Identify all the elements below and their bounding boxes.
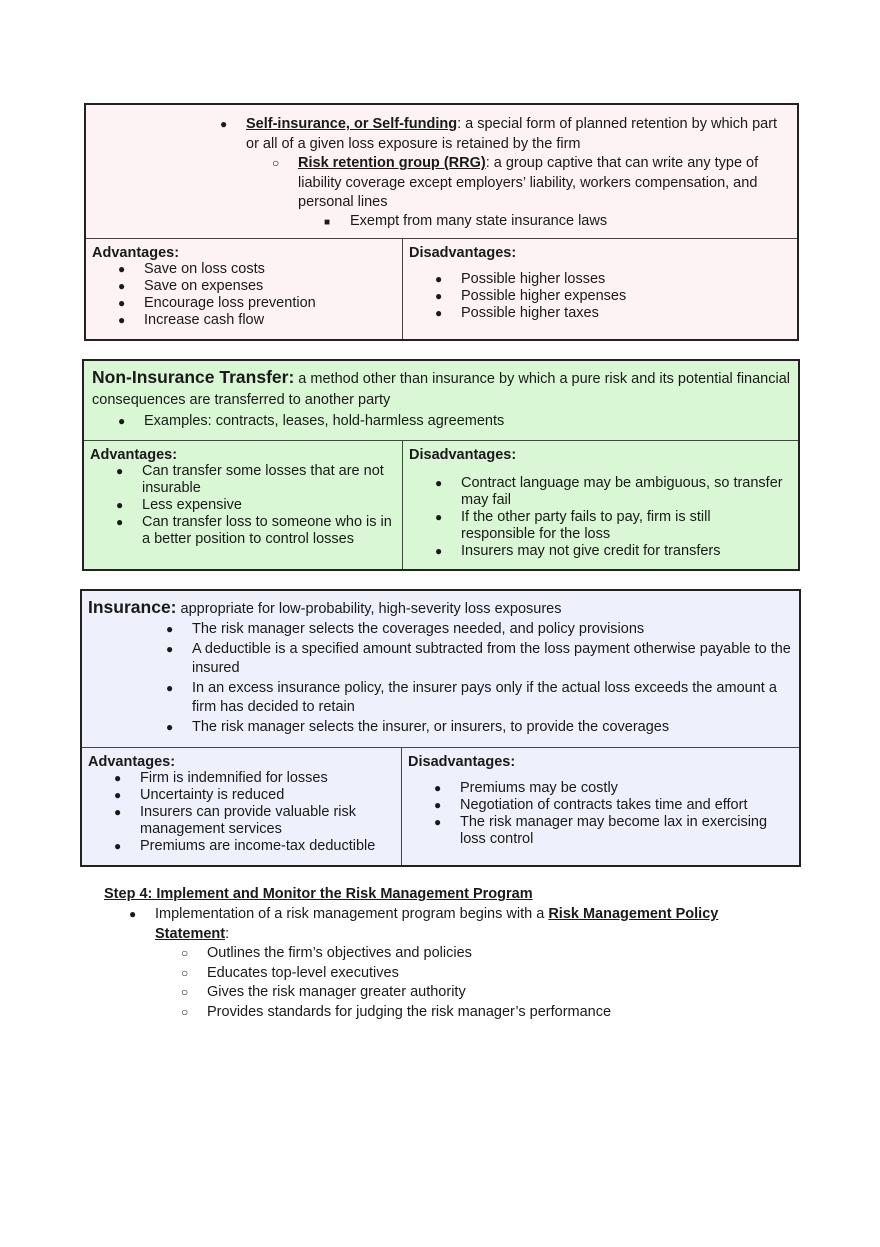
step4-items [104, 944, 764, 1022]
list-item: ● Encourage loss prevention [92, 295, 396, 312]
list-item: ● A deductible is a specified amount subtracted from the loss payment otherwise payable to the insured [166, 640, 791, 676]
list-item: ● Can transfer loss to someone who is in a better position to control losses [90, 514, 396, 548]
rrg-sub-bullet: ■ Exempt from many state insurance laws [324, 213, 608, 229]
insurance-disadvantages [402, 748, 799, 865]
self-insurance-box [84, 103, 799, 341]
insurance-advantages [82, 748, 402, 865]
self-insurance-bullet: ● Self-insurance, or Self-funding: a special form of planned retention by which part or all of a given loss exposure is retained by the firm [220, 116, 778, 152]
non-insurance-disadvantages [403, 441, 798, 569]
policy-statement-term: Risk Management Policy Statement [155, 906, 719, 942]
disadvantages-list [408, 780, 793, 848]
list-item: ● Possible higher losses [409, 271, 791, 288]
disadvantages-list [409, 475, 792, 560]
list-item: ● Insurers can provide valuable risk management services [88, 804, 395, 838]
list-item: ● Save on loss costs [92, 261, 396, 278]
list-item: ● Insurers may not give credit for transfers [409, 543, 792, 560]
list-item: ● Negotiation of contracts takes time and effort [408, 797, 793, 814]
disadvantages-label: Disadvantages: [409, 447, 517, 463]
list-item: ● If the other party fails to pay, firm is still responsible for the loss [409, 509, 792, 543]
list-item: ● Possible higher taxes [409, 305, 791, 322]
self-insurance-header [86, 105, 797, 239]
insurance-definition: appropriate for low-probability, high-severity loss exposures [176, 601, 562, 617]
self-insurance-term: Self-insurance, or Self-funding [246, 116, 458, 132]
insurance-points [88, 620, 791, 737]
list-item: ● Firm is indemnified for losses [88, 770, 395, 787]
non-insurance-header: Non-Insurance Transfer: a method other than insurance by which a pure risk and its potential financial consequences are transferred to another party ● Examples: contracts, leases, hold-harmless agreements [84, 361, 798, 441]
step4-colon: : [225, 925, 230, 942]
disadvantages-label: Disadvantages: [409, 245, 517, 261]
self-insurance-definition: : a special form of planned retention by which part or all of a given loss exposure is retained by the firm [246, 116, 778, 152]
list-item: ● Can transfer some losses that are not insurable [90, 463, 396, 497]
list-item: ● Premiums are income-tax deductible [88, 838, 395, 855]
non-insurance-box [82, 359, 800, 571]
self-insurance-advantages [86, 239, 403, 339]
non-insurance-definition: a method other than insurance by which a pure risk and its potential financial consequences are transferred to another party [92, 371, 790, 408]
list-item: ● Contract language may be ambiguous, so transfer may fail [409, 475, 792, 509]
list-item: ● Increase cash flow [92, 312, 396, 329]
advantages-list [90, 463, 396, 548]
list-item: ● The risk manager may become lax in exercising loss control [408, 814, 793, 848]
rrg-definition: : a group captive that can write any type of liability coverage except employers’ liability, workers compensation, and personal lines [298, 155, 759, 210]
list-item: ● The risk manager selects the insurer, or insurers, to provide the coverages [166, 718, 670, 735]
step4-heading: Step 4: Implement and Monitor the Risk Management Program [104, 886, 533, 902]
list-item: ● In an excess insurance policy, the insurer pays only if the actual loss exceeds the amount a firm has decided to retain [166, 679, 777, 715]
list-item: ○ Provides standards for judging the risk manager’s performance [181, 1003, 612, 1020]
advantages-label: Advantages: [92, 245, 180, 261]
advantages-list [88, 770, 395, 855]
list-item: ● Save on expenses [92, 278, 396, 295]
self-insurance-disadvantages [403, 239, 797, 339]
step4-intro: Implementation of a risk management program begins with a [155, 906, 549, 922]
rrg-bullet: ○ Risk retention group (RRG): a group captive that can write any type of liability coverage except employers’ liability, workers compensation, and personal lines [272, 155, 759, 210]
insurance-header [82, 591, 799, 748]
non-insurance-advantages [84, 441, 403, 569]
rrg-term: Risk retention group (RRG) [298, 155, 486, 171]
insurance-title: Insurance: [88, 597, 177, 617]
rrg-sub-text: Exempt from many state insurance laws [350, 213, 608, 229]
step4-section [104, 885, 764, 1022]
advantages-label: Advantages: [88, 754, 176, 770]
list-item: ● Uncertainty is reduced [88, 787, 395, 804]
list-item: ○ Outlines the firm’s objectives and policies [181, 945, 472, 961]
list-item: ○ Educates top-level executives [181, 964, 399, 981]
list-item: ● Possible higher expenses [409, 288, 791, 305]
insurance-box [80, 589, 801, 867]
list-item: ● The risk manager selects the coverages needed, and policy provisions [166, 621, 645, 637]
step4-intro-bullet: ● Implementation of a risk management program begins with a Risk Management Policy Statement: [129, 906, 719, 942]
disadvantages-label: Disadvantages: [408, 754, 516, 770]
non-insurance-title: Non-Insurance Transfer: [92, 367, 295, 387]
list-item: ○ Gives the risk manager greater authority [181, 984, 466, 1000]
advantages-label: Advantages: [90, 447, 178, 463]
list-item: ● Premiums may be costly [408, 780, 793, 797]
list-item: ● Less expensive [90, 497, 396, 514]
disadvantages-list [409, 271, 791, 322]
non-insurance-example: Examples: contracts, leases, hold-harmless agreements [144, 413, 505, 429]
advantages-list [92, 261, 396, 329]
